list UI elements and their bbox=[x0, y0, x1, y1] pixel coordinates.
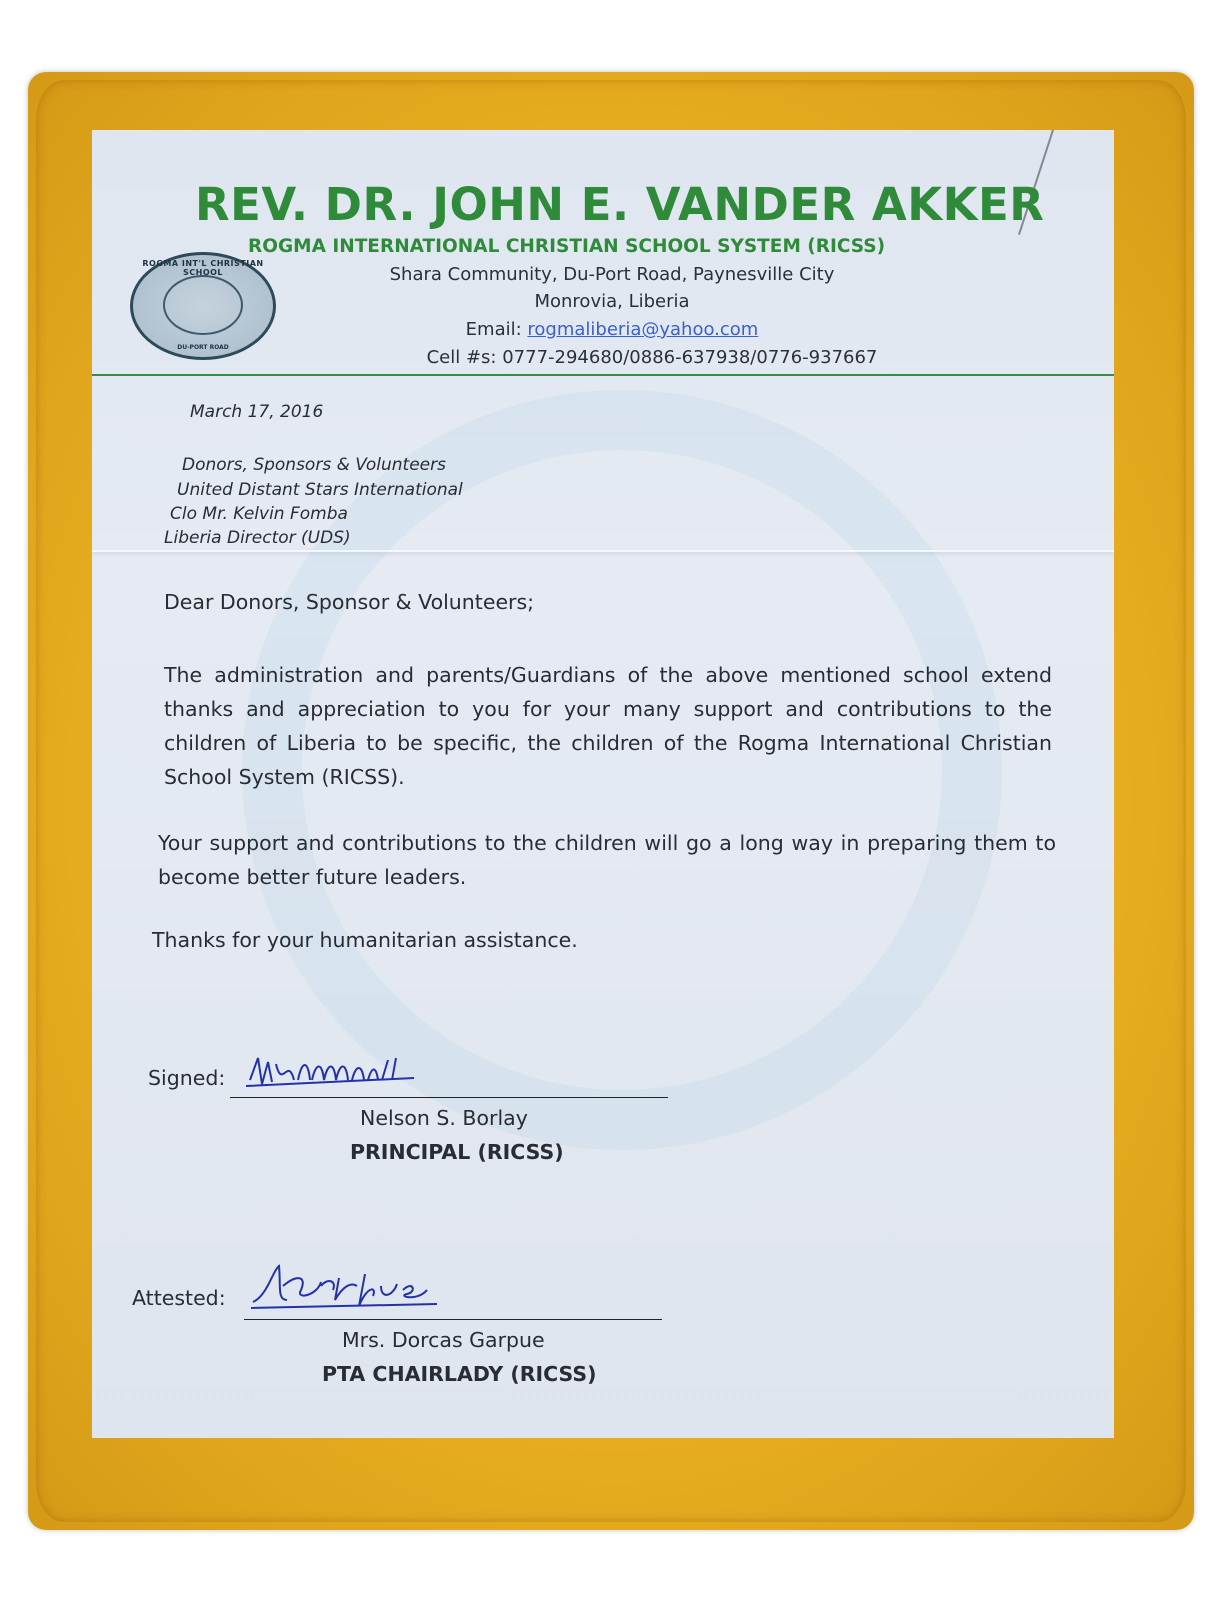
attested-signature bbox=[247, 1256, 447, 1316]
principal-signature bbox=[242, 1050, 422, 1096]
email-line bbox=[262, 319, 962, 340]
body-paragraph-2: Your support and contributions to the children will go a long way in preparing them to become better future leaders. bbox=[158, 831, 1056, 889]
school-seal-icon bbox=[130, 252, 276, 360]
signed-line bbox=[230, 1097, 668, 1098]
letterhead-divider bbox=[92, 374, 1114, 376]
cell-numbers: Cell #s: 0777-294680/0886-637938/0776-937667 bbox=[426, 347, 878, 368]
salutation: Dear Donors, Sponsor & Volunteers; bbox=[164, 590, 535, 614]
address-line-1: Shara Community, Du-Port Road, Paynesville City bbox=[389, 264, 835, 285]
attested-line bbox=[244, 1319, 662, 1320]
recipient-line-2: United Distant Stars International bbox=[177, 480, 463, 500]
letter-paper bbox=[92, 130, 1114, 1438]
attested-title: PTA CHAIRLADY (RICSS) bbox=[322, 1362, 597, 1386]
letterhead-subtitle: ROGMA INTERNATIONAL CHRISTIAN SCHOOL SYSTEM (RICSS) bbox=[248, 236, 886, 257]
closing-line: Thanks for your humanitarian assistance. bbox=[152, 928, 578, 952]
signed-label: Signed: bbox=[148, 1066, 226, 1090]
attested-name: Mrs. Dorcas Garpue bbox=[342, 1328, 545, 1352]
body-paragraph-1: The administration and parents/Guardians of the above mentioned school extend thanks and appreciation to you for your many support and contributions to the children of Liberia to be specific, the children of the Rogma International Christian School System (RICSS). bbox=[164, 663, 1052, 789]
recipient-line-3: Clo Mr. Kelvin Fomba bbox=[170, 504, 348, 524]
attested-label: Attested: bbox=[132, 1286, 226, 1310]
email-link[interactable]: rogmaliberia@yahoo.com bbox=[527, 319, 759, 340]
signed-name: Nelson S. Borlay bbox=[360, 1106, 528, 1130]
recipient-line-1: Donors, Sponsors & Volunteers bbox=[182, 455, 446, 475]
letterhead-title: REV. DR. JOHN E. VANDER AKKER bbox=[195, 178, 1045, 231]
recipient-line-4: Liberia Director (UDS) bbox=[164, 528, 351, 548]
letter-date: March 17, 2016 bbox=[190, 402, 324, 422]
address-line-2: Monrovia, Liberia bbox=[534, 291, 690, 312]
email-label: Email: bbox=[465, 319, 528, 340]
seal-bottom-text: DU-PORT ROAD bbox=[177, 344, 229, 351]
seal-top-text: ROGMA INT'L CHRISTIAN SCHOOL bbox=[142, 259, 264, 277]
paper-fold bbox=[92, 550, 1114, 552]
signed-title: PRINCIPAL (RICSS) bbox=[350, 1140, 564, 1164]
